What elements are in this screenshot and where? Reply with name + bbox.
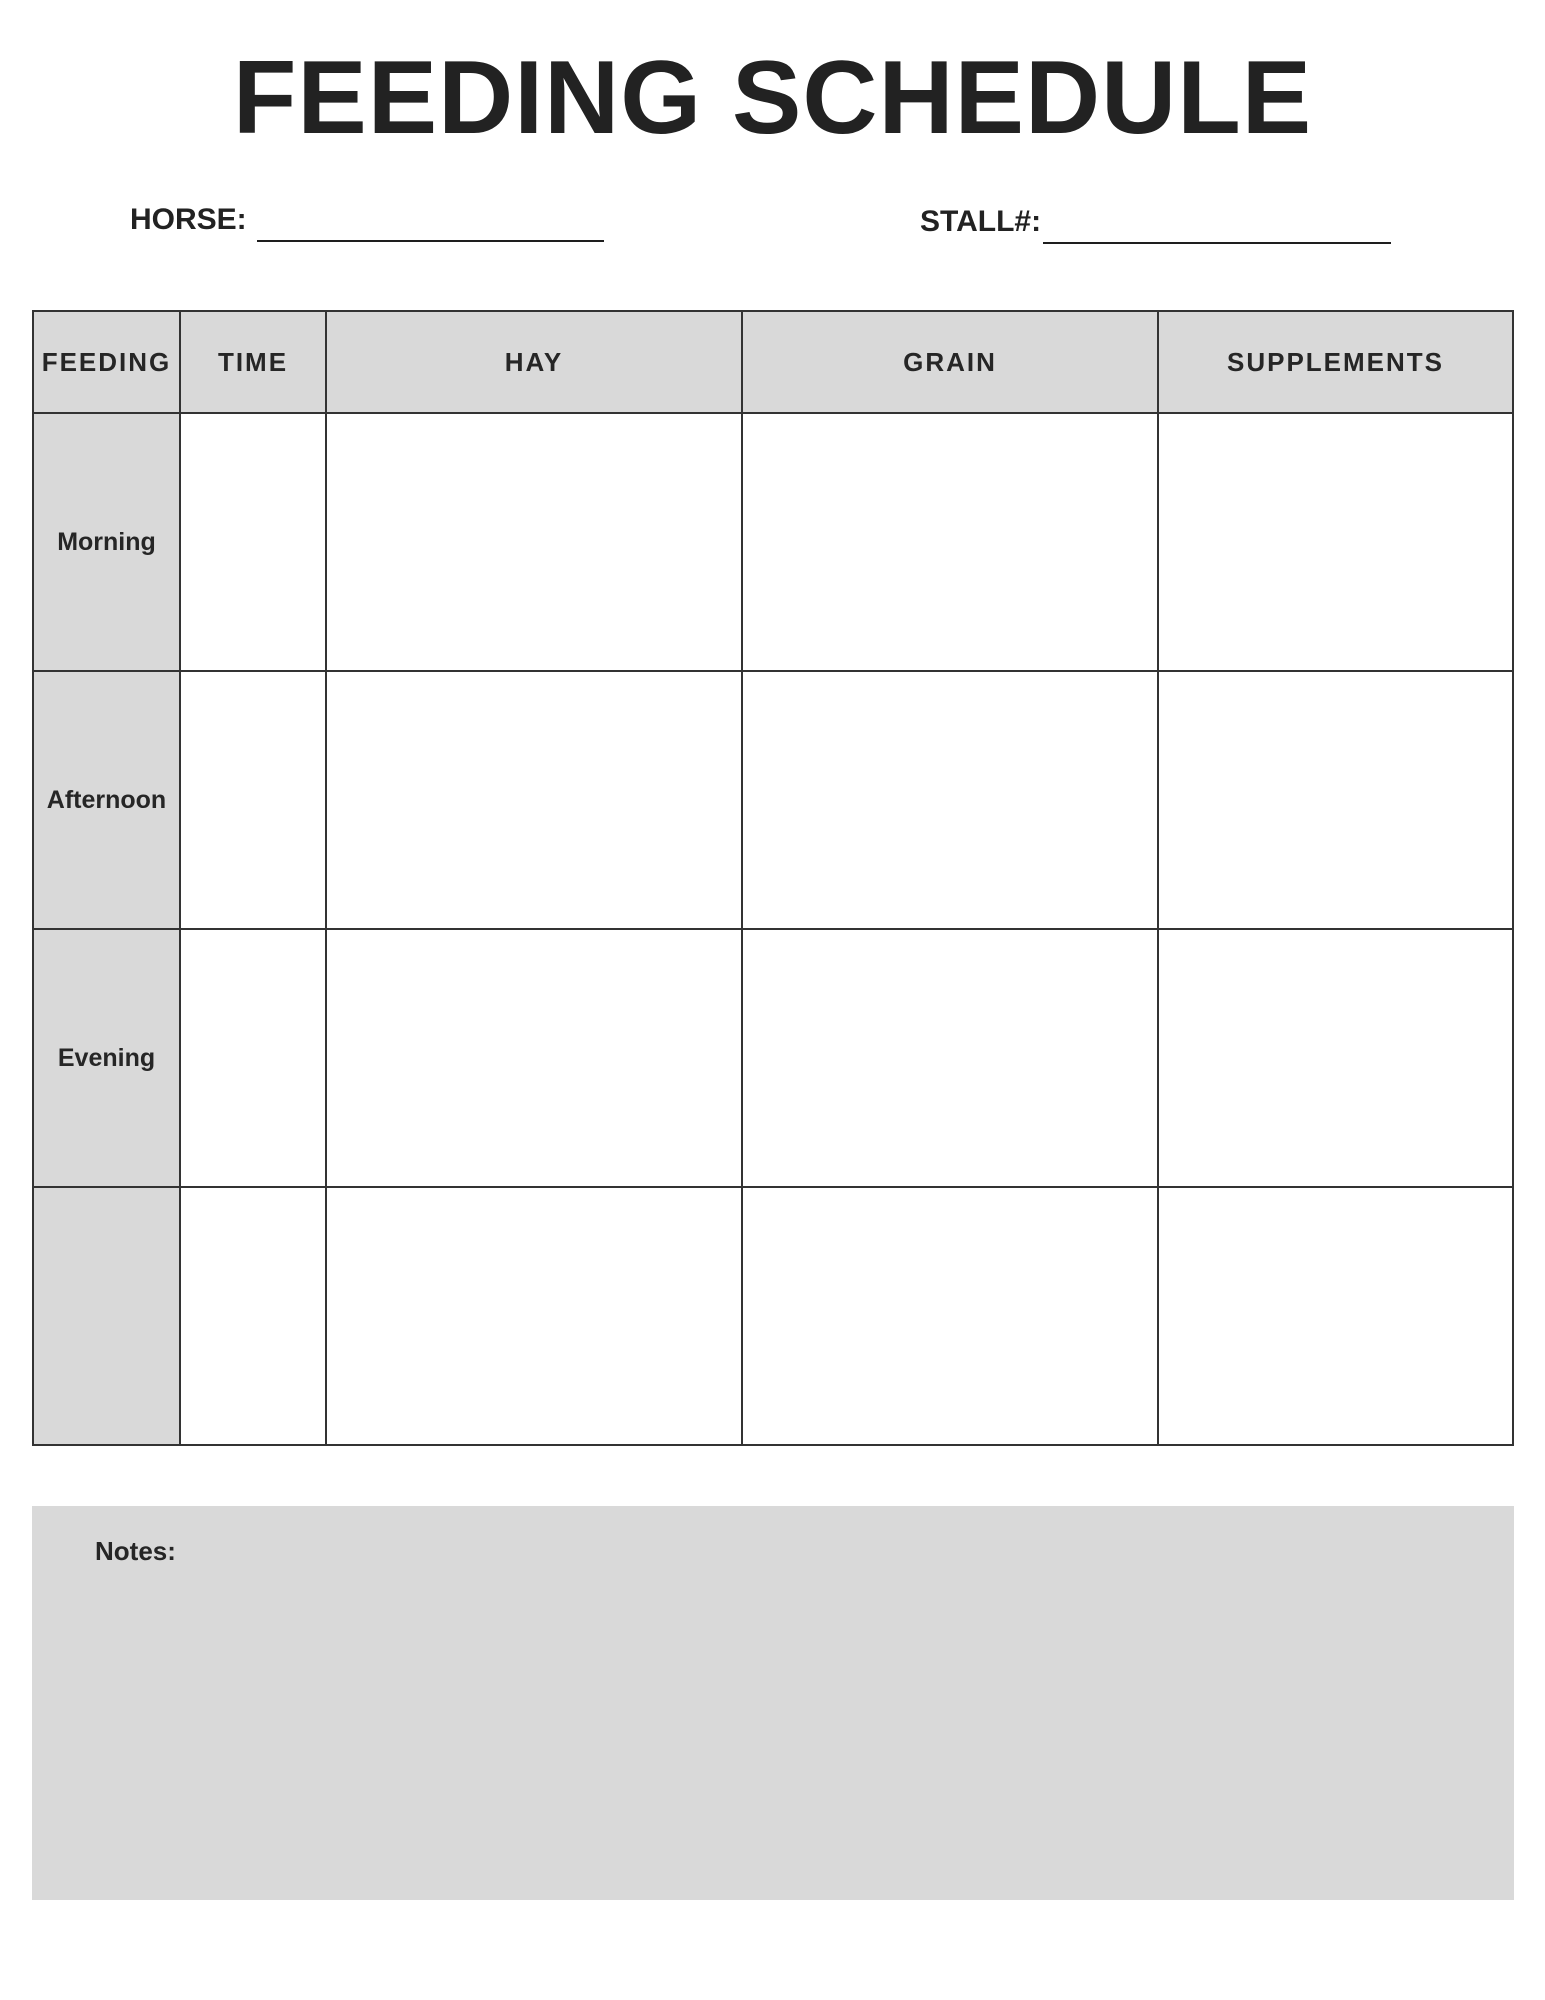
stall-input-line[interactable] — [1043, 242, 1391, 244]
grain-cell[interactable] — [742, 413, 1158, 671]
time-cell[interactable] — [180, 1187, 326, 1445]
feeding-label-afternoon: Afternoon — [33, 671, 180, 929]
column-header-hay: HAY — [326, 311, 742, 413]
hay-cell[interactable] — [326, 929, 742, 1187]
hay-cell[interactable] — [326, 413, 742, 671]
feeding-label-morning: Morning — [33, 413, 180, 671]
page-title: FEEDING SCHEDULE — [232, 40, 1313, 156]
table-header-row — [33, 311, 1513, 413]
feeding-schedule-table — [32, 310, 1514, 1446]
supplements-cell[interactable] — [1158, 413, 1513, 671]
horse-field — [130, 205, 604, 235]
time-cell[interactable] — [180, 413, 326, 671]
column-header-supplements: SUPPLEMENTS — [1158, 311, 1513, 413]
grain-cell[interactable] — [742, 671, 1158, 929]
hay-cell[interactable] — [326, 1187, 742, 1445]
feeding-label-blank[interactable] — [33, 1187, 180, 1445]
table-row-afternoon — [33, 671, 1513, 929]
time-cell[interactable] — [180, 671, 326, 929]
supplements-cell[interactable] — [1158, 1187, 1513, 1445]
hay-cell[interactable] — [326, 671, 742, 929]
notes-box[interactable] — [32, 1506, 1514, 1900]
table-row-morning — [33, 413, 1513, 671]
table-row-evening — [33, 929, 1513, 1187]
feeding-label-evening: Evening — [33, 929, 180, 1187]
notes-label: Notes: — [95, 1536, 176, 1566]
column-header-time: TIME — [180, 311, 326, 413]
supplements-cell[interactable] — [1158, 929, 1513, 1187]
column-header-grain: GRAIN — [742, 311, 1158, 413]
supplements-cell[interactable] — [1158, 671, 1513, 929]
table-row-blank — [33, 1187, 1513, 1445]
stall-label: STALL#: — [920, 205, 1042, 238]
horse-input-line[interactable] — [257, 240, 604, 242]
grain-cell[interactable] — [742, 1187, 1158, 1445]
horse-label: HORSE: — [130, 203, 247, 236]
stall-field — [920, 207, 1391, 237]
column-header-feeding: FEEDING — [33, 311, 180, 413]
time-cell[interactable] — [180, 929, 326, 1187]
grain-cell[interactable] — [742, 929, 1158, 1187]
